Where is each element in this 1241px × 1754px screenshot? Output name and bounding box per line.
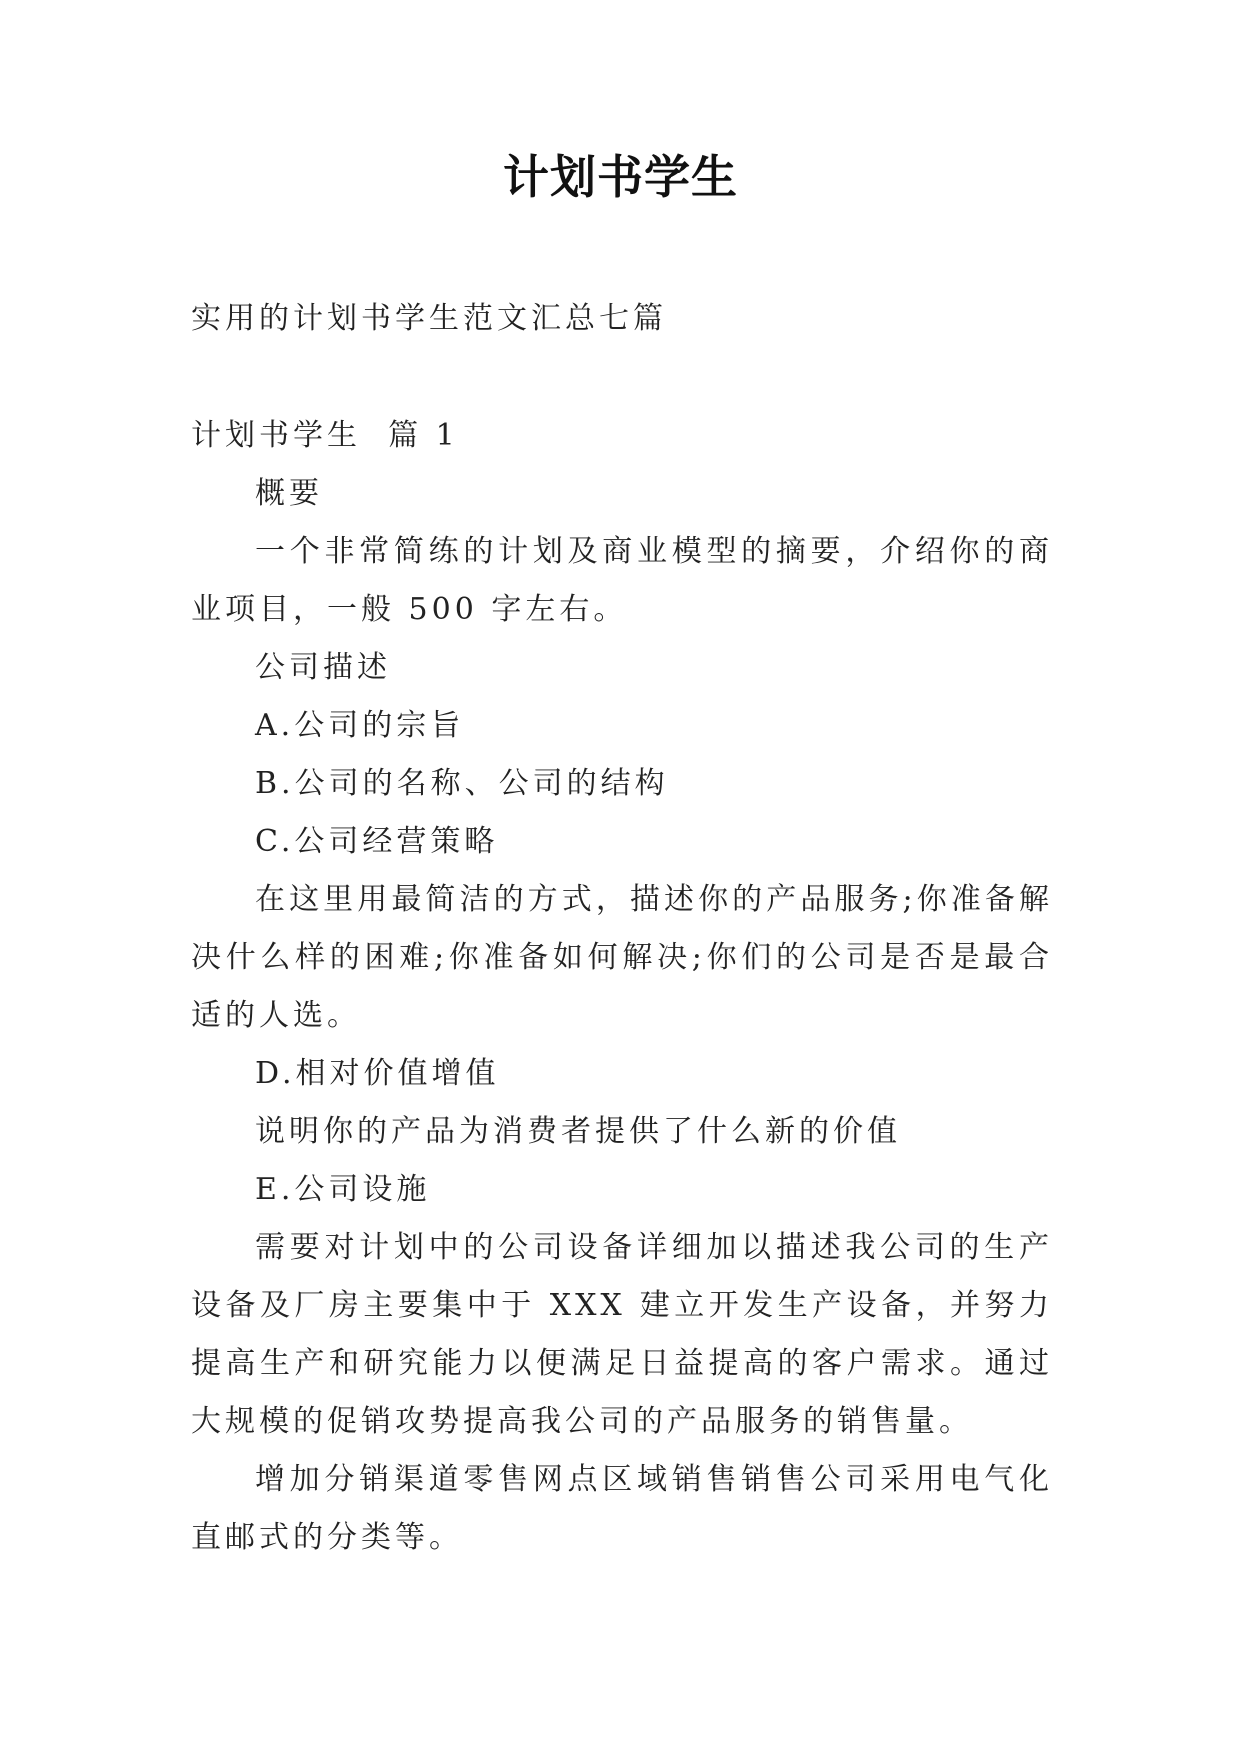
paragraph-item-c: C.公司经营策略 (255, 824, 499, 859)
paragraph-summary-heading: 概要 (255, 476, 323, 511)
document-body (191, 465, 1053, 1567)
document-title: 计划书学生 (503, 150, 738, 204)
paragraph-company-description-heading: 公司描述 (255, 650, 391, 685)
document-subtitle: 实用的计划书学生范文汇总七篇 (191, 301, 667, 336)
paragraph-strategy-detail: 在这里用最简洁的方式，描述你的产品服务;你准备解决什么样的困难;你准备如何解决;你们的公司是否是最合适的人选。 (191, 882, 1053, 1033)
paragraph-item-e: E.公司设施 (255, 1172, 431, 1207)
paragraph-summary: 一个非常简练的计划及商业模型的摘要，介绍你的商业项目，一般 500 字左右。 (191, 534, 1053, 627)
paragraph-distribution-detail: 增加分销渠道零售网点区域销售销售公司采用电气化直邮式的分类等。 (191, 1462, 1053, 1555)
paragraph-value-detail: 说明你的产品为消费者提供了什么新的价值 (255, 1114, 901, 1149)
section-heading: 计划书学生 篇 1 (191, 418, 459, 453)
paragraph-item-b: B.公司的名称、公司的结构 (255, 766, 669, 801)
paragraph-item-a: A.公司的宗旨 (255, 708, 465, 743)
paragraph-item-d: D.相对价值增值 (255, 1056, 500, 1091)
paragraph-facilities-detail: 需要对计划中的公司设备详细加以描述我公司的生产设备及厂房主要集中于 XXX 建立开发生产设备，并努力提高生产和研究能力以便满足日益提高的客户需求。通过大规模的促销攻势提高我公司的产品服务的销售量。 (191, 1230, 1053, 1439)
